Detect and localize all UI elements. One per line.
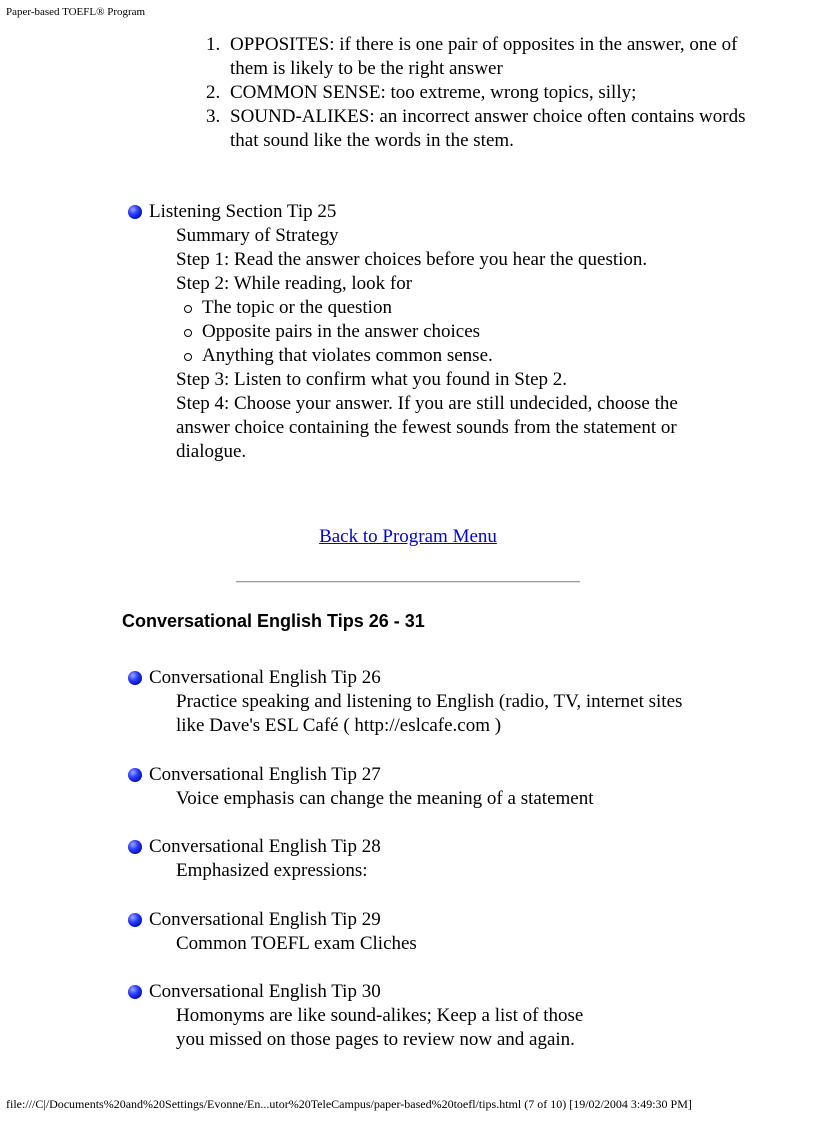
blue-ball-bullet-icon: [128, 913, 142, 927]
tip-text-line-2: you missed on those pages to review now and again.: [176, 1029, 575, 1050]
list-item-text: The topic or the question: [202, 297, 392, 318]
list-item: [180, 344, 696, 368]
tip-title-row: [128, 666, 696, 690]
tip-text: Practice speaking and listening to English (radio, TV, internet sites like Dave's ESL Café ( http://eslcafe.com ): [176, 691, 683, 736]
tip-title: Listening Section Tip 25: [149, 201, 337, 222]
tip-title: Conversational English Tip 27: [149, 764, 381, 785]
blue-ball-bullet-icon: [128, 985, 142, 999]
circle-bullet-icon: [184, 353, 192, 361]
tip-text: Emphasized expressions:: [176, 860, 368, 881]
tip-title-row: [128, 835, 696, 859]
conversational-tip-29: [128, 908, 696, 956]
list-item: [180, 296, 696, 320]
tip-title: Conversational English Tip 30: [149, 981, 381, 1002]
tip-text: Voice emphasis can change the meaning of a statement: [176, 788, 594, 809]
list-item-text: COMMON SENSE: too extreme, wrong topics, silly;: [230, 82, 637, 103]
listening-tip-25: [128, 200, 696, 464]
tip-step-2: Step 2: While reading, look for: [176, 273, 413, 294]
tip-text-line-1: Homonyms are like sound-alikes; Keep a list of those: [176, 1005, 584, 1026]
blue-ball-bullet-icon: [128, 671, 142, 685]
list-item-text: Anything that violates common sense.: [202, 345, 493, 366]
tip-title-row: [128, 200, 696, 224]
blue-ball-bullet-icon: [128, 768, 142, 782]
page-footer-path: file:///C|/Documents%20and%20Settings/Evonne/En...utor%20TeleCampus/paper-based%20toefl/tips.html (7 of 10) [19/02/2004 3:49:30 PM]: [6, 1097, 692, 1111]
tip-title-row: [128, 980, 696, 1004]
list-number: 1.: [206, 34, 221, 55]
list-item-text: SOUND-ALIKES: an incorrect answer choice often contains words that sound like the words in the stem.: [230, 106, 746, 151]
tip-title-row: [128, 763, 696, 787]
tip-title: Conversational English Tip 29: [149, 909, 381, 930]
list-number: 2.: [206, 82, 221, 103]
page-header-title: Paper-based TOEFL® Program: [6, 6, 146, 18]
back-link-row: [0, 525, 816, 549]
list-number: 3.: [206, 106, 221, 127]
back-to-program-menu-link[interactable]: Back to Program Menu: [319, 526, 497, 547]
circle-bullet-icon: [184, 329, 192, 337]
circle-bullet-icon: [184, 305, 192, 313]
tip-title: Conversational English Tip 26: [149, 667, 381, 688]
tip-step-1: Step 1: Read the answer choices before you hear the question.: [176, 249, 648, 270]
tip-step-3: Step 3: Listen to confirm what you found in Step 2.: [176, 369, 568, 390]
tip-title-row: [128, 908, 696, 932]
tip-text: Common TOEFL exam Cliches: [176, 933, 417, 954]
conversational-tip-30: [128, 980, 696, 1052]
list-item: [200, 81, 750, 105]
tip-summary: Summary of Strategy: [176, 225, 339, 246]
list-item-text: Opposite pairs in the answer choices: [202, 321, 481, 342]
list-item: [180, 320, 696, 344]
conversational-tip-26: [128, 666, 696, 738]
tip-step-4: Step 4: Choose your answer. If you are still undecided, choose the answer choice containing the fewest sounds from the statement or dialogue.: [176, 393, 678, 462]
tip-title: Conversational English Tip 28: [149, 836, 381, 857]
strategy-list: [200, 33, 750, 153]
section-heading: Conversational English Tips 26 - 31: [122, 611, 425, 631]
horizontal-divider: [236, 581, 580, 583]
conversational-tip-28: [128, 835, 696, 883]
list-item: [200, 33, 750, 81]
blue-ball-bullet-icon: [128, 205, 142, 219]
conversational-tip-27: [128, 763, 696, 811]
step-2-list: [128, 296, 696, 368]
list-item-text: OPPOSITES: if there is one pair of opposites in the answer, one of them is likely to be the right answer: [230, 34, 738, 79]
list-item: [200, 105, 750, 153]
blue-ball-bullet-icon: [128, 840, 142, 854]
